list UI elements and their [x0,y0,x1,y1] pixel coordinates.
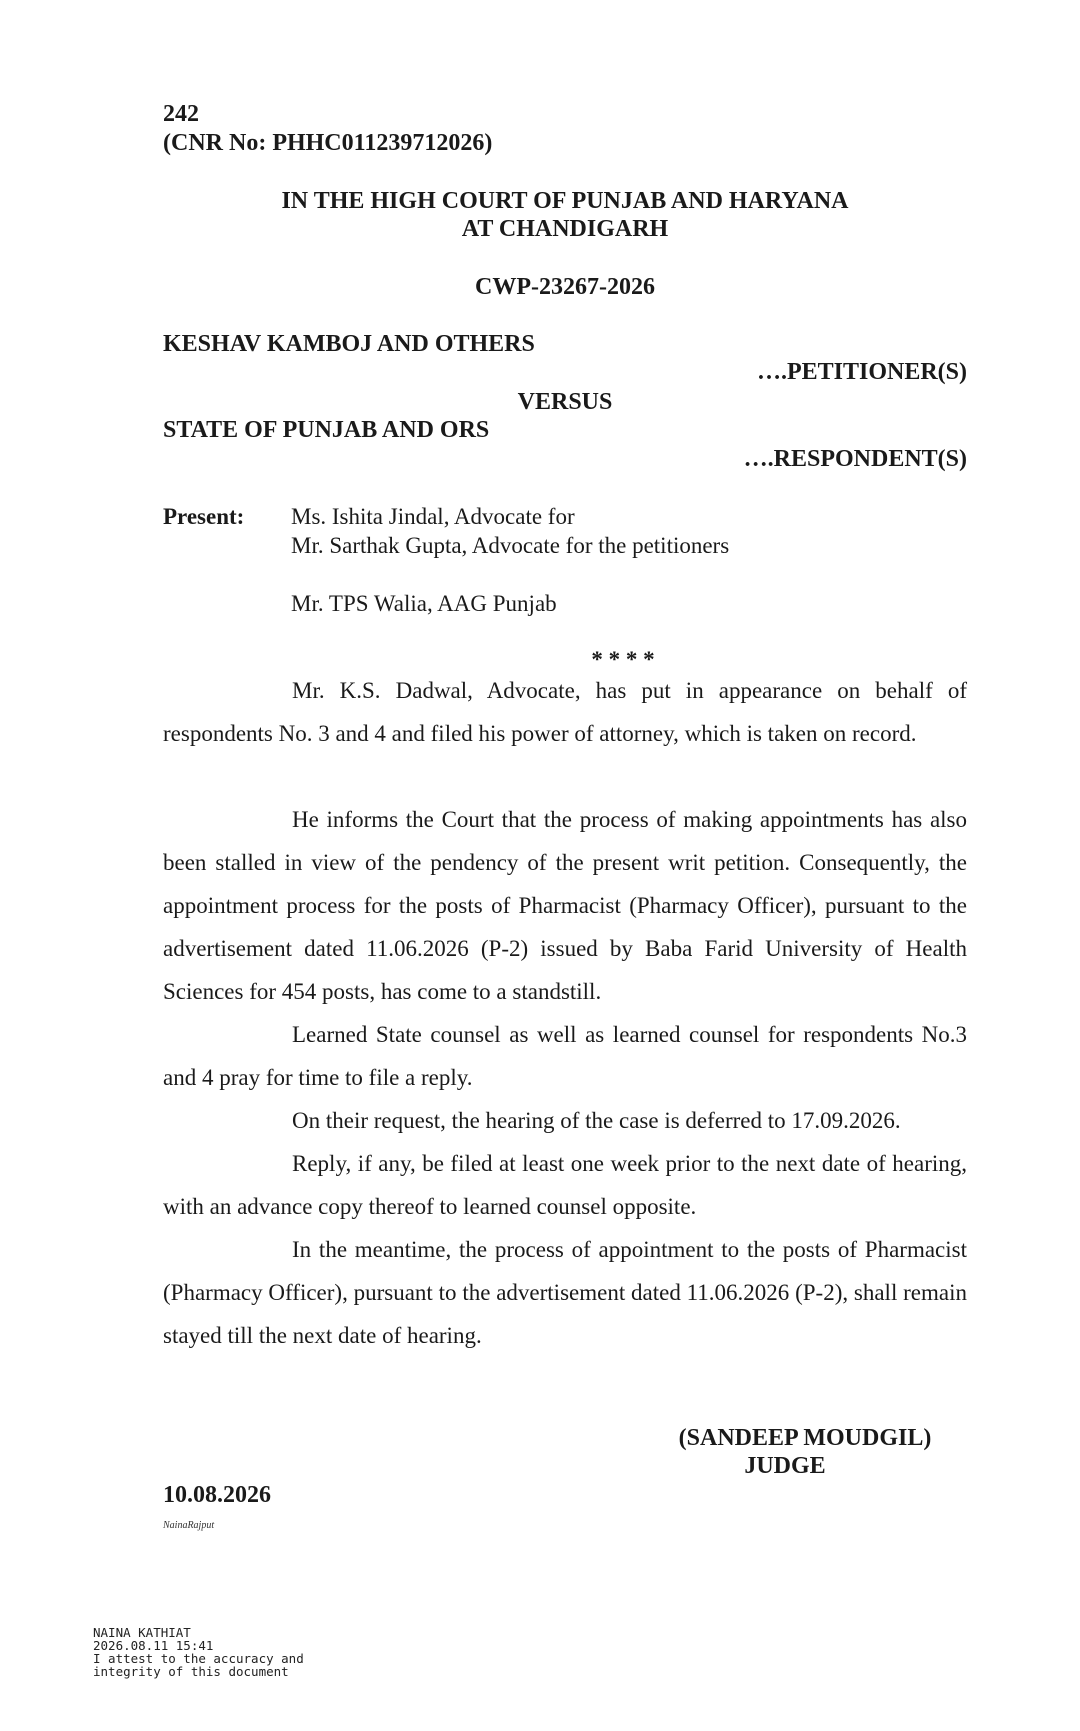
court-title-line1: IN THE HIGH COURT OF PUNJAB AND HARYANA [281,188,849,214]
order-date: 10.08.2026 [163,1482,271,1508]
present-line-3: Mr. TPS Walia, AAG Punjab [291,591,557,616]
order-paragraph-5: Reply, if any, be filed at least one week prior to the next date of hearing, with an advance copy thereof to learned counsel opposite. [163,1151,967,1219]
order-paragraph-2: He informs the Court that the process of making appointments has also been stalled in view of the pendency of the present writ petition. Consequently, the appointment process for the posts of Pharmacist (Pharmacy Officer), pursuant to the advertisement dated 11.06.2026 (P-2) issued by Baba Farid University of Health Sciences for 454 posts, has come to a standstill. [163,807,967,1004]
stamp-line-2: 2026.08.11 15:41 [93,1638,214,1653]
judge-name: (SANDEEP MOUDGIL) [678,1425,932,1451]
digital-signature-stamp [93,1626,304,1678]
separator-stars: * * * * [591,647,655,672]
present-label: Present: [163,504,245,529]
order-paragraph-6: In the meantime, the process of appointment to the posts of Pharmacist (Pharmacy Officer), pursuant to the advertisement dated 11.06.2026 (P-2), shall remain stayed till the next date of hearing. [163,1237,967,1348]
present-line-2: Mr. Sarthak Gupta, Advocate for the petitioners [291,533,730,558]
stamp-line-3: I attest to the accuracy and [93,1651,304,1666]
petitioner-tag: ….PETITIONER(S) [756,359,967,385]
present-line-1: Ms. Ishita Jindal, Advocate for [291,504,575,529]
court-title-line2: AT CHANDIGARH [461,216,669,242]
respondent-name: STATE OF PUNJAB AND ORS [163,417,490,443]
judge-title: JUDGE [744,1453,826,1479]
stamp-line-1: NAINA KATHIAT [93,1625,191,1640]
order-paragraph-4: On their request, the hearing of the case is deferred to 17.09.2026. [292,1108,901,1133]
respondent-tag: ….RESPONDENT(S) [743,446,967,472]
order-paragraph-1: Mr. K.S. Dadwal, Advocate, has put in appearance on behalf of respondents No. 3 and 4 and filed his power of attorney, which is taken on record. [163,678,967,746]
list-number: 242 [163,101,199,127]
versus-label: VERSUS [517,389,613,415]
case-number: CWP-23267-2026 [475,274,655,300]
reader-initials: NainaRajput [163,1520,215,1531]
order-paragraph-3: Learned State counsel as well as learned counsel for respondents No.3 and 4 pray for time to file a reply. [163,1022,967,1090]
petitioner-name: KESHAV KAMBOJ AND OTHERS [163,331,535,357]
stamp-line-4: integrity of this document [93,1664,289,1679]
cnr-number: (CNR No: PHHC011239712026) [163,130,493,156]
